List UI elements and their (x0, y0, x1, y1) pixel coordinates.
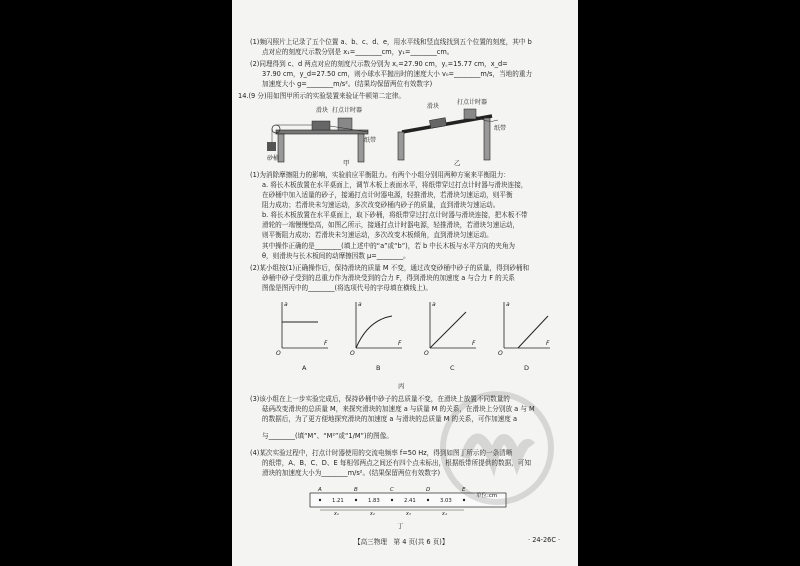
text-line: 点对应的刻度尺示数分别是 x₁=________cm，y₁=________cm。 (262, 48, 454, 56)
origin-label: O (276, 350, 281, 357)
text-line: θ，则滑块与长木板间的动摩擦因数 μ=________。 (262, 252, 410, 260)
label-tape-2: 纸带 (494, 125, 507, 132)
text-line: 砝码改变滑块的总质量 M，来探究滑块的加速度 a 与质量 M 的关系，在滑块上分别放 a 与 M (262, 405, 535, 413)
text-line: 滑块的加速度大小为________m/s²。(结果保留两位有效数字) (262, 469, 441, 477)
axis-f-label: F (324, 340, 328, 347)
text-line: 阻力成功；若滑块未匀速运动，多次改变砂桶内砂子的质量，直到滑块匀速运动。 (262, 201, 500, 209)
text-line: b. 将长木板放置在水平桌面上，取下砂桶，将纸带穿过打点计时器与滑块连接，把木板不带 (262, 211, 528, 219)
text-line: 加速度大小 g=________m/s²。(结果均保留两位有效数字) (262, 80, 433, 88)
origin-label: O (498, 350, 503, 357)
tape-segment-label: x₄ (442, 512, 447, 517)
label-timer-2: 打点计时器 (457, 99, 488, 106)
graph-option-b (346, 298, 410, 372)
text-line: 37.90 cm，y_d=27.50 cm，则小球水平抛出时的速度大小 v₀=________m/s，当地的重力 (262, 70, 533, 78)
text-line: 的纸带，A、B、C、D、E 每相邻两点之间还有四个点未标出，根据纸带所提供的数据，可知 (262, 459, 531, 467)
tape-segment-label: x₂ (370, 512, 375, 517)
axis-a-label: a (432, 301, 436, 308)
text-line: (2)同理得到 c、d 两点对应的刻度尺示数分别为 x꜀=27.90 cm，y꜀=15.77 cm，x_d= (250, 60, 508, 68)
text-line: 图像是图丙中的________(将选项代号的字母填在横线上)。 (262, 284, 432, 292)
tape-point-label: C (390, 487, 394, 493)
tape-point-label: D (426, 487, 431, 493)
text-line: 砂桶中砂子受到的总重力作为滑块受到的合力 F，得到滑块的加速度 a 与合力 F 的关系 (262, 274, 515, 282)
axis-f-label: F (472, 340, 476, 347)
caption-jia: 甲 (343, 159, 350, 167)
graph-option-a (272, 298, 336, 372)
tape-distance: 2.41 (404, 498, 416, 504)
exam-page (232, 0, 578, 566)
label-timer: 打点计时器 (332, 107, 363, 114)
tape-distance: 1.21 (332, 498, 344, 504)
option-label: B (376, 364, 381, 372)
tape-segment-label: x₁ (334, 512, 339, 517)
text-line: (1)频闪照片上记录了五个位置 a、b、c、d、e，用水平线和竖直线找到五个位置的刻度，其中 b (250, 38, 532, 46)
text-line: 其中操作正确的是________(填上述中的“a”或“b”)，若 b 中长木板与水平方向的夹角为 (262, 242, 516, 250)
text-line: (2)某小组按(1)正确操作后，保持滑块的质量 M 不变，通过改变砂桶中砂子的质量，得到砂桶和 (250, 264, 530, 272)
graph-line (430, 312, 466, 348)
text-line: 在砂桶中加入适量的砂子，接通打点计时器电源，轻推滑块，若滑块匀速运动，则平衡 (262, 191, 513, 199)
footer-code: · 24-26C · (528, 536, 561, 544)
tape-point-label: A (318, 487, 322, 493)
tape-point (427, 499, 429, 501)
text-line: 与________(填“M”、“M²”或“1/M”)的图像。 (262, 432, 393, 440)
origin-label: O (424, 350, 429, 357)
label-sandbucket: 砂桶 (267, 155, 280, 162)
graph-option-c (420, 298, 484, 372)
option-label: A (302, 364, 307, 372)
tape-point-label: B (354, 487, 358, 493)
caption-yi: 乙 (454, 159, 461, 167)
axis-a-label: a (358, 301, 362, 308)
text-line: 则平衡阻力成功；若滑块未匀速运动，多次改变木板倾角，直到滑块匀速运动。 (262, 231, 493, 239)
tape-unit: 单位:cm (476, 493, 498, 499)
axis-f-label: F (546, 340, 550, 347)
graph-option-d (494, 298, 558, 372)
option-label: D (524, 364, 530, 372)
tape-point (355, 499, 357, 501)
label-slider: 滑块 (316, 107, 329, 114)
tape-point (391, 499, 393, 501)
watermark-stamp (437, 388, 557, 508)
text-line: a. 将长木板放置在水平桌面上，调节木板上表面水平，将纸带穿过打点计时器与滑块连接， (262, 181, 528, 189)
caption-ding: 丁 (397, 522, 404, 530)
text-line: (1)为消除摩擦阻力的影响，实验前应平衡阻力。有两个小组分别用两种方案来平衡阻力： (250, 171, 510, 179)
axis-f-label: F (398, 340, 402, 347)
tape-point (319, 499, 321, 501)
text-line: 滑轮的一端慢慢垫高，如图乙所示，接通打点计时器电源，轻推滑块，若滑块匀速运动， (262, 221, 520, 229)
tape-segment-label: x₃ (406, 512, 411, 517)
footer-page: 【高三物理 第 4 页(共 6 页)】 (354, 538, 449, 546)
axis-a-label: a (284, 301, 288, 308)
graph-line (518, 316, 548, 348)
caption-bing: 丙 (398, 382, 405, 390)
graph-line (356, 316, 392, 348)
option-label: C (450, 364, 455, 372)
tape-distance: 3.03 (440, 498, 452, 504)
origin-label: O (350, 350, 355, 357)
axis-a-label: a (506, 301, 510, 308)
tape-distance: 1.83 (368, 498, 380, 504)
label-tape: 纸带 (364, 137, 377, 144)
tape-point-label: E (462, 487, 466, 493)
text-line: 14.(9 分)用如图甲所示的实验装置来验证牛顿第二定律。 (238, 92, 405, 100)
text-line: 的数据后，为了更方便地探究滑块的加速度 a 与滑块的总质量 M 的关系，可作加速度 a (262, 415, 518, 423)
text-line: (4)某次实验过程中，打点计时器使用的交流电频率 f=50 Hz，得到如图丁所示的一条清晰 (250, 449, 513, 457)
apparatus-figure (267, 99, 512, 166)
text-line: (3)该小组在上一步实验完成后，保持砂桶中砂子的总质量不变，在滑块上放置不同数量的 (250, 395, 510, 403)
label-slider-2: 滑块 (427, 103, 440, 110)
